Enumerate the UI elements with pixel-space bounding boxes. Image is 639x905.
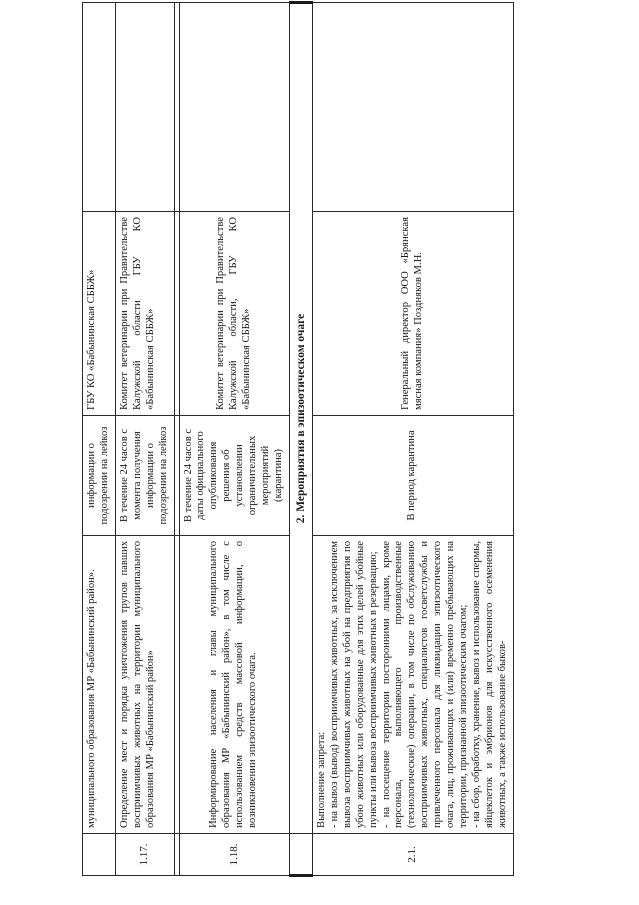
empty-cell	[289, 834, 312, 876]
table-row	[179, 3, 289, 876]
empty-cell	[312, 3, 513, 212]
section-heading-row	[289, 3, 312, 876]
empty-cell	[179, 3, 289, 212]
deadline-cell: В период карантина	[312, 416, 513, 536]
responsible-cell: Комитет ветеринарии при Правительстве Калужской области ГБУ КО «Бабынинская СББЖ»	[115, 212, 174, 416]
table-row	[83, 3, 116, 876]
description-cell: Информирование населения и главы муниципального образования МР «Бабынинский район», в том числе с использованием средств массовой информации, о возникновении эпизоотического очага.	[179, 536, 289, 834]
responsible-cell: ГБУ КО «Бабынинская СББЖ»	[83, 212, 116, 416]
deadline-cell: В течение 24 часов с момента получения информации о подозрении на лейкоз	[115, 416, 174, 536]
description-line: Выполнение запрета:	[315, 731, 327, 828]
table-row	[115, 3, 174, 876]
deadline-cell: информации о подозрении на лейкоз	[83, 416, 116, 536]
empty-cell	[83, 3, 116, 212]
description-cell: муниципального образования МР «Бабынинский район».	[83, 536, 116, 834]
responsible-cell: Генеральный директор ООО «Брянская мясная компания» Поздняков М.Н.	[312, 212, 513, 416]
row-number-cell	[83, 834, 116, 876]
row-number-cell: 1.17.	[115, 834, 174, 876]
row-number-cell: 1.18.	[179, 834, 289, 876]
description-line: - на вывоз (вывод) восприимчивых животных, за исключением вывоза восприимчивых животных на убой на предприятия по убою животных или оборудованные для этих целей убойные пункты или вывоза восприимчивых животных в резервацию;	[328, 541, 379, 828]
measures-table	[82, 1, 514, 877]
responsible-cell: Комитет ветеринарии при Правительстве Калужской области, ГБУ КО «Бабынинская СББЖ»	[179, 212, 289, 416]
description-cell	[312, 536, 513, 834]
row-number-cell: 2.1.	[312, 834, 513, 876]
table-row	[312, 3, 513, 876]
deadline-cell: В течение 24 часов с даты официального опубликования решения об установлении ограничительных мероприятий (карантина)	[179, 416, 289, 536]
description-line: - на сбор, обработку, хранение, вывоз и использование спермы, яйцеклеток и эмбрионов для искусственного осеменения животных, а также использование быков-	[470, 541, 508, 828]
description-line: - на посещение территории посторонними лицами, кроме персонала, выполняющего производственные (технологические) операции, в том числе по обслуживанию восприимчивых животных, специалистов госветслужбы и привлеченного персонала для ликвидации эпизоотического очага, лиц, проживающих и (или) временно пребывающих на территории, признанной эпизоотическим очагом;	[380, 541, 470, 828]
empty-cell	[115, 3, 174, 212]
description-cell: Определение мест и порядка уничтожения трупов павших восприимчивых животных на территории муниципального образования МР «Бабынинский район»	[115, 536, 174, 834]
section-title: 2. Мероприятия в эпизоотическом очаге	[289, 3, 312, 834]
